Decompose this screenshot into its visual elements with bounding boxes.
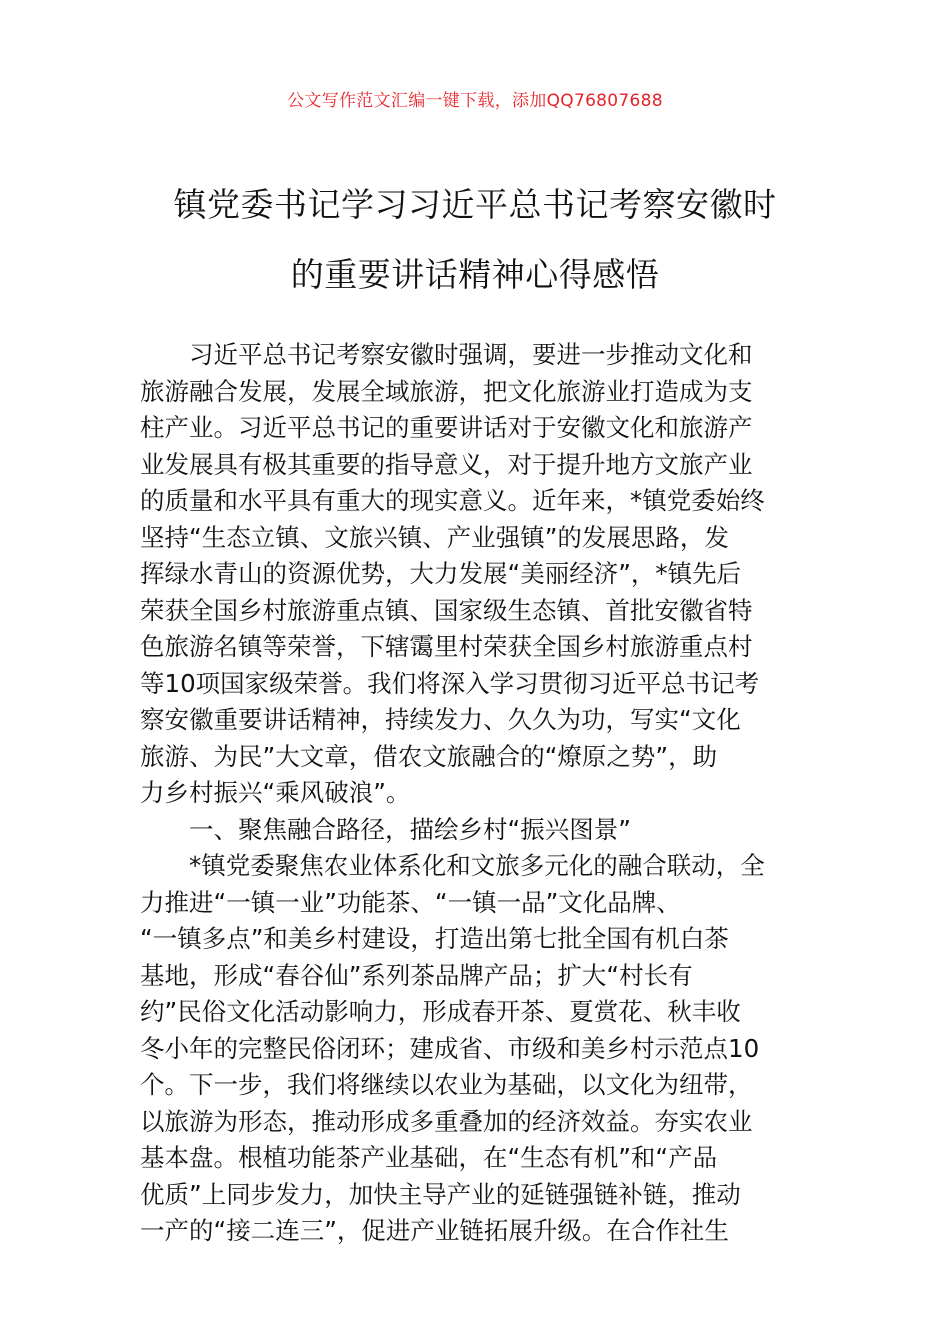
body-line: 荣获全国乡村旅游重点镇、国家级生态镇、首批安徽省特 — [140, 595, 753, 625]
body-line: 柱产业。习近平总书记的重要讲话对于安徽文化和旅游产 — [140, 413, 753, 442]
body-line: 冬小年的完整民俗闭环；建成省、市级和美乡村示范点10 — [140, 1033, 760, 1063]
body-line: 约”民俗文化活动影响力，形成春开茶、夏赏花、秋丰收 — [140, 997, 741, 1026]
body-line: 基地，形成“春谷仙”系列茶品牌产品；扩大“村长有 — [140, 960, 693, 990]
body-line: 力推进“一镇一业”功能茶、“一镇一品”文化品牌、 — [140, 887, 681, 917]
body-line: 等10项国家级荣誉。我们将深入学习贯彻习近平总书记考 — [140, 668, 760, 698]
body-line: 力乡村振兴“乘风破浪”。 — [140, 778, 411, 807]
body-line: 挥绿水青山的资源优势，大力发展“美丽经济”，*镇先后 — [140, 559, 742, 588]
body-line: 的质量和水平具有重大的现实意义。近年来，*镇党委始终 — [140, 486, 765, 515]
document-title — [100, 170, 850, 310]
body-line: 优质”上同步发力，加快主导产业的延链强链补链，推动 — [140, 1179, 741, 1209]
body-line: *镇党委聚焦农业体系化和文旅多元化的融合联动，全 — [140, 851, 765, 880]
body-line: 个。下一步，我们将继续以农业为基础，以文化为纽带， — [140, 1070, 753, 1099]
body-line: 业发展具有极其重要的指导意义，对于提升地方文旅产业 — [140, 449, 753, 479]
body-line: 色旅游名镇等荣誉，下辖霭里村荣获全国乡村旅游重点村 — [140, 632, 753, 661]
body-line: 旅游融合发展，发展全域旅游，把文化旅游业打造成为支 — [140, 376, 753, 406]
title-line-1: 镇党委书记学习习近平总书记考察安徽时 — [173, 185, 777, 224]
body-line: 一产的“接二连三”，促进产业链拓展升级。在合作社生 — [140, 1216, 729, 1245]
body-line: 习近平总书记考察安徽时强调，要进一步推动文化和 — [140, 340, 753, 369]
body-line: 以旅游为形态，推动形成多重叠加的经济效益。夯实农业 — [140, 1106, 753, 1136]
body-line: 旅游、为民”大文章，借农文旅融合的“燎原之势”，助 — [140, 741, 718, 771]
title-line-2: 的重要讲话精神心得感悟 — [290, 255, 660, 294]
download-banner: 公文写作范文汇编一键下载，添加QQ76807688 — [287, 91, 663, 111]
body-line: “一镇多点”和美乡村建设，打造出第七批全国有机白茶 — [140, 924, 729, 953]
document-body — [140, 337, 810, 1250]
section-heading-1: 一、聚焦融合路径，描绘乡村“振兴图景” — [140, 814, 631, 844]
body-line: 基本盘。根植功能茶产业基础，在“生态有机”和“产品 — [140, 1143, 718, 1172]
body-line: 察安徽重要讲话精神，持续发力、久久为功，写实“文化 — [140, 705, 741, 734]
body-line: 坚持“生态立镇、文旅兴镇、产业强镇”的发展思路，发 — [140, 522, 729, 552]
